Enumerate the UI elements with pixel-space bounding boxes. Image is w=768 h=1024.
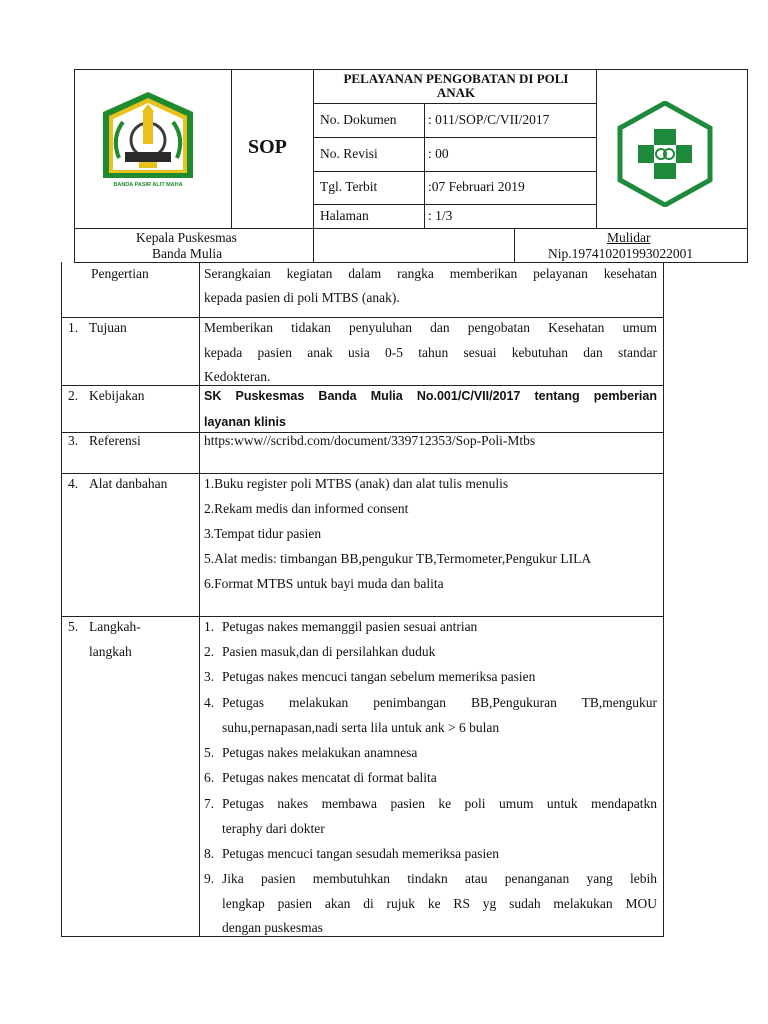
- number-tujuan: 1.: [68, 320, 79, 335]
- step-text-cont: teraphy dari dokter: [222, 821, 325, 836]
- step-number: 6.: [204, 770, 215, 785]
- number-alat: 4.: [68, 476, 79, 491]
- number-referensi: 3.: [68, 433, 79, 448]
- label-langkah-line2: langkah: [89, 644, 132, 659]
- puskesmas-cross-icon: [616, 101, 714, 207]
- text-kebijakan-line2: layanan klinis: [204, 415, 286, 429]
- step-text: Petugas melakukan penimbangan BB,Pengukuran TB,mengukur: [222, 695, 657, 710]
- step-number: 3.: [204, 669, 215, 684]
- step-text: Jika pasien membutuhkan tindakn atau penanganan yang lebih: [222, 871, 657, 886]
- sop-label: SOP: [248, 136, 287, 158]
- label-langkah-line1: Langkah-: [89, 619, 141, 634]
- label-referensi: Referensi: [89, 433, 141, 448]
- field-label-tgl-terbit: Tgl. Terbit: [320, 179, 378, 194]
- field-value-tgl-terbit: :07 Februari 2019: [428, 179, 525, 194]
- field-label-no-revisi: No. Revisi: [320, 146, 378, 161]
- step-text: Petugas mencuci tangan sesudah memeriksa pasien: [222, 846, 500, 861]
- number-langkah: 5.: [68, 619, 79, 634]
- text-tujuan-line3: Kedokteran.: [204, 369, 271, 384]
- text-kebijakan-line1: SK Puskesmas Banda Mulia No.001/C/VII/2017 tentang pemberian: [204, 389, 657, 403]
- field-value-halaman: : 1/3: [428, 208, 453, 223]
- text-pengertian-line2: kepada pasien di poli MTBS (anak).: [204, 290, 400, 305]
- label-pengertian: Pengertian: [91, 266, 149, 281]
- step-number: 7.: [204, 796, 215, 811]
- signatory-name: Mulidar: [607, 230, 651, 245]
- step-number: 4.: [204, 695, 215, 710]
- step-text-cont: dengan puskesmas: [222, 920, 323, 935]
- step-text-cont: lengkap pasien akan di rujuk ke RS yg sudah melakukan MOU: [222, 896, 657, 911]
- alat-item: 6.Format MTBS untuk bayi muda dan balita: [204, 576, 444, 591]
- step-text: Petugas nakes mencuci tangan sebelum memeriksa pasien: [222, 669, 536, 684]
- step-text: Petugas nakes mencatat di format balita: [222, 770, 437, 785]
- text-tujuan-line1: Memberikan tidakan penyuluhan dan pengobatan Kesehatan umum: [204, 320, 657, 335]
- step-text: Petugas nakes melakukan anamnesa: [222, 745, 418, 760]
- step-text: Petugas nakes memanggil pasien sesuai antrian: [222, 619, 478, 634]
- step-text-cont: suhu,pernapasan,nadi serta lila untuk ank > 6 bulan: [222, 720, 500, 735]
- regency-emblem-icon: [95, 90, 201, 196]
- step-number: 8.: [204, 846, 215, 861]
- step-text: Pasien masuk,dan di persilahkan duduk: [222, 644, 436, 659]
- text-pengertian-line1: Serangkaian kegiatan dalam rangka memberikan pelayanan kesehatan: [204, 266, 657, 281]
- label-alat: Alat danbahan: [89, 476, 168, 491]
- step-number: 1.: [204, 619, 215, 634]
- signatory-title: Kepala Puskesmas: [136, 230, 237, 245]
- document-title: PELAYANAN PENGOBATAN DI POLI ANAK: [343, 71, 569, 100]
- alat-item: 5.Alat medis: timbangan BB,pengukur TB,Termometer,Pengukur LILA: [204, 551, 592, 566]
- alat-item: 1.Buku register poli MTBS (anak) dan alat tulis menulis: [204, 476, 509, 491]
- field-value-no-dokumen: : 011/SOP/C/VII/2017: [428, 112, 550, 127]
- label-kebijakan: Kebijakan: [89, 388, 145, 403]
- alat-item: 3.Tempat tidur pasien: [204, 526, 322, 541]
- step-number: 2.: [204, 644, 215, 659]
- emblem-caption: BANDA PASIR ALIT MAHA: [113, 182, 183, 188]
- field-label-no-dokumen: No. Dokumen: [320, 112, 397, 127]
- text-referensi: https:www//scribd.com/document/339712353/Sop-Poli-Mtbs: [204, 433, 536, 448]
- step-text: Petugas nakes membawa pasien ke poli umum untuk mendapatkn: [222, 796, 657, 811]
- text-tujuan-line2: kepada pasien anak usia 0-5 tahun sesuai kebutuhan dan standar: [204, 345, 657, 360]
- field-label-halaman: Halaman: [320, 208, 369, 223]
- alat-item: 2.Rekam medis dan informed consent: [204, 501, 409, 516]
- number-kebijakan: 2.: [68, 388, 79, 403]
- label-tujuan: Tujuan: [89, 320, 127, 335]
- step-number: 9.: [204, 871, 215, 886]
- step-number: 5.: [204, 745, 215, 760]
- signatory-office: Banda Mulia: [152, 246, 223, 261]
- signatory-nip: Nip.197410201993022001: [548, 246, 694, 261]
- field-value-no-revisi: : 00: [428, 146, 449, 161]
